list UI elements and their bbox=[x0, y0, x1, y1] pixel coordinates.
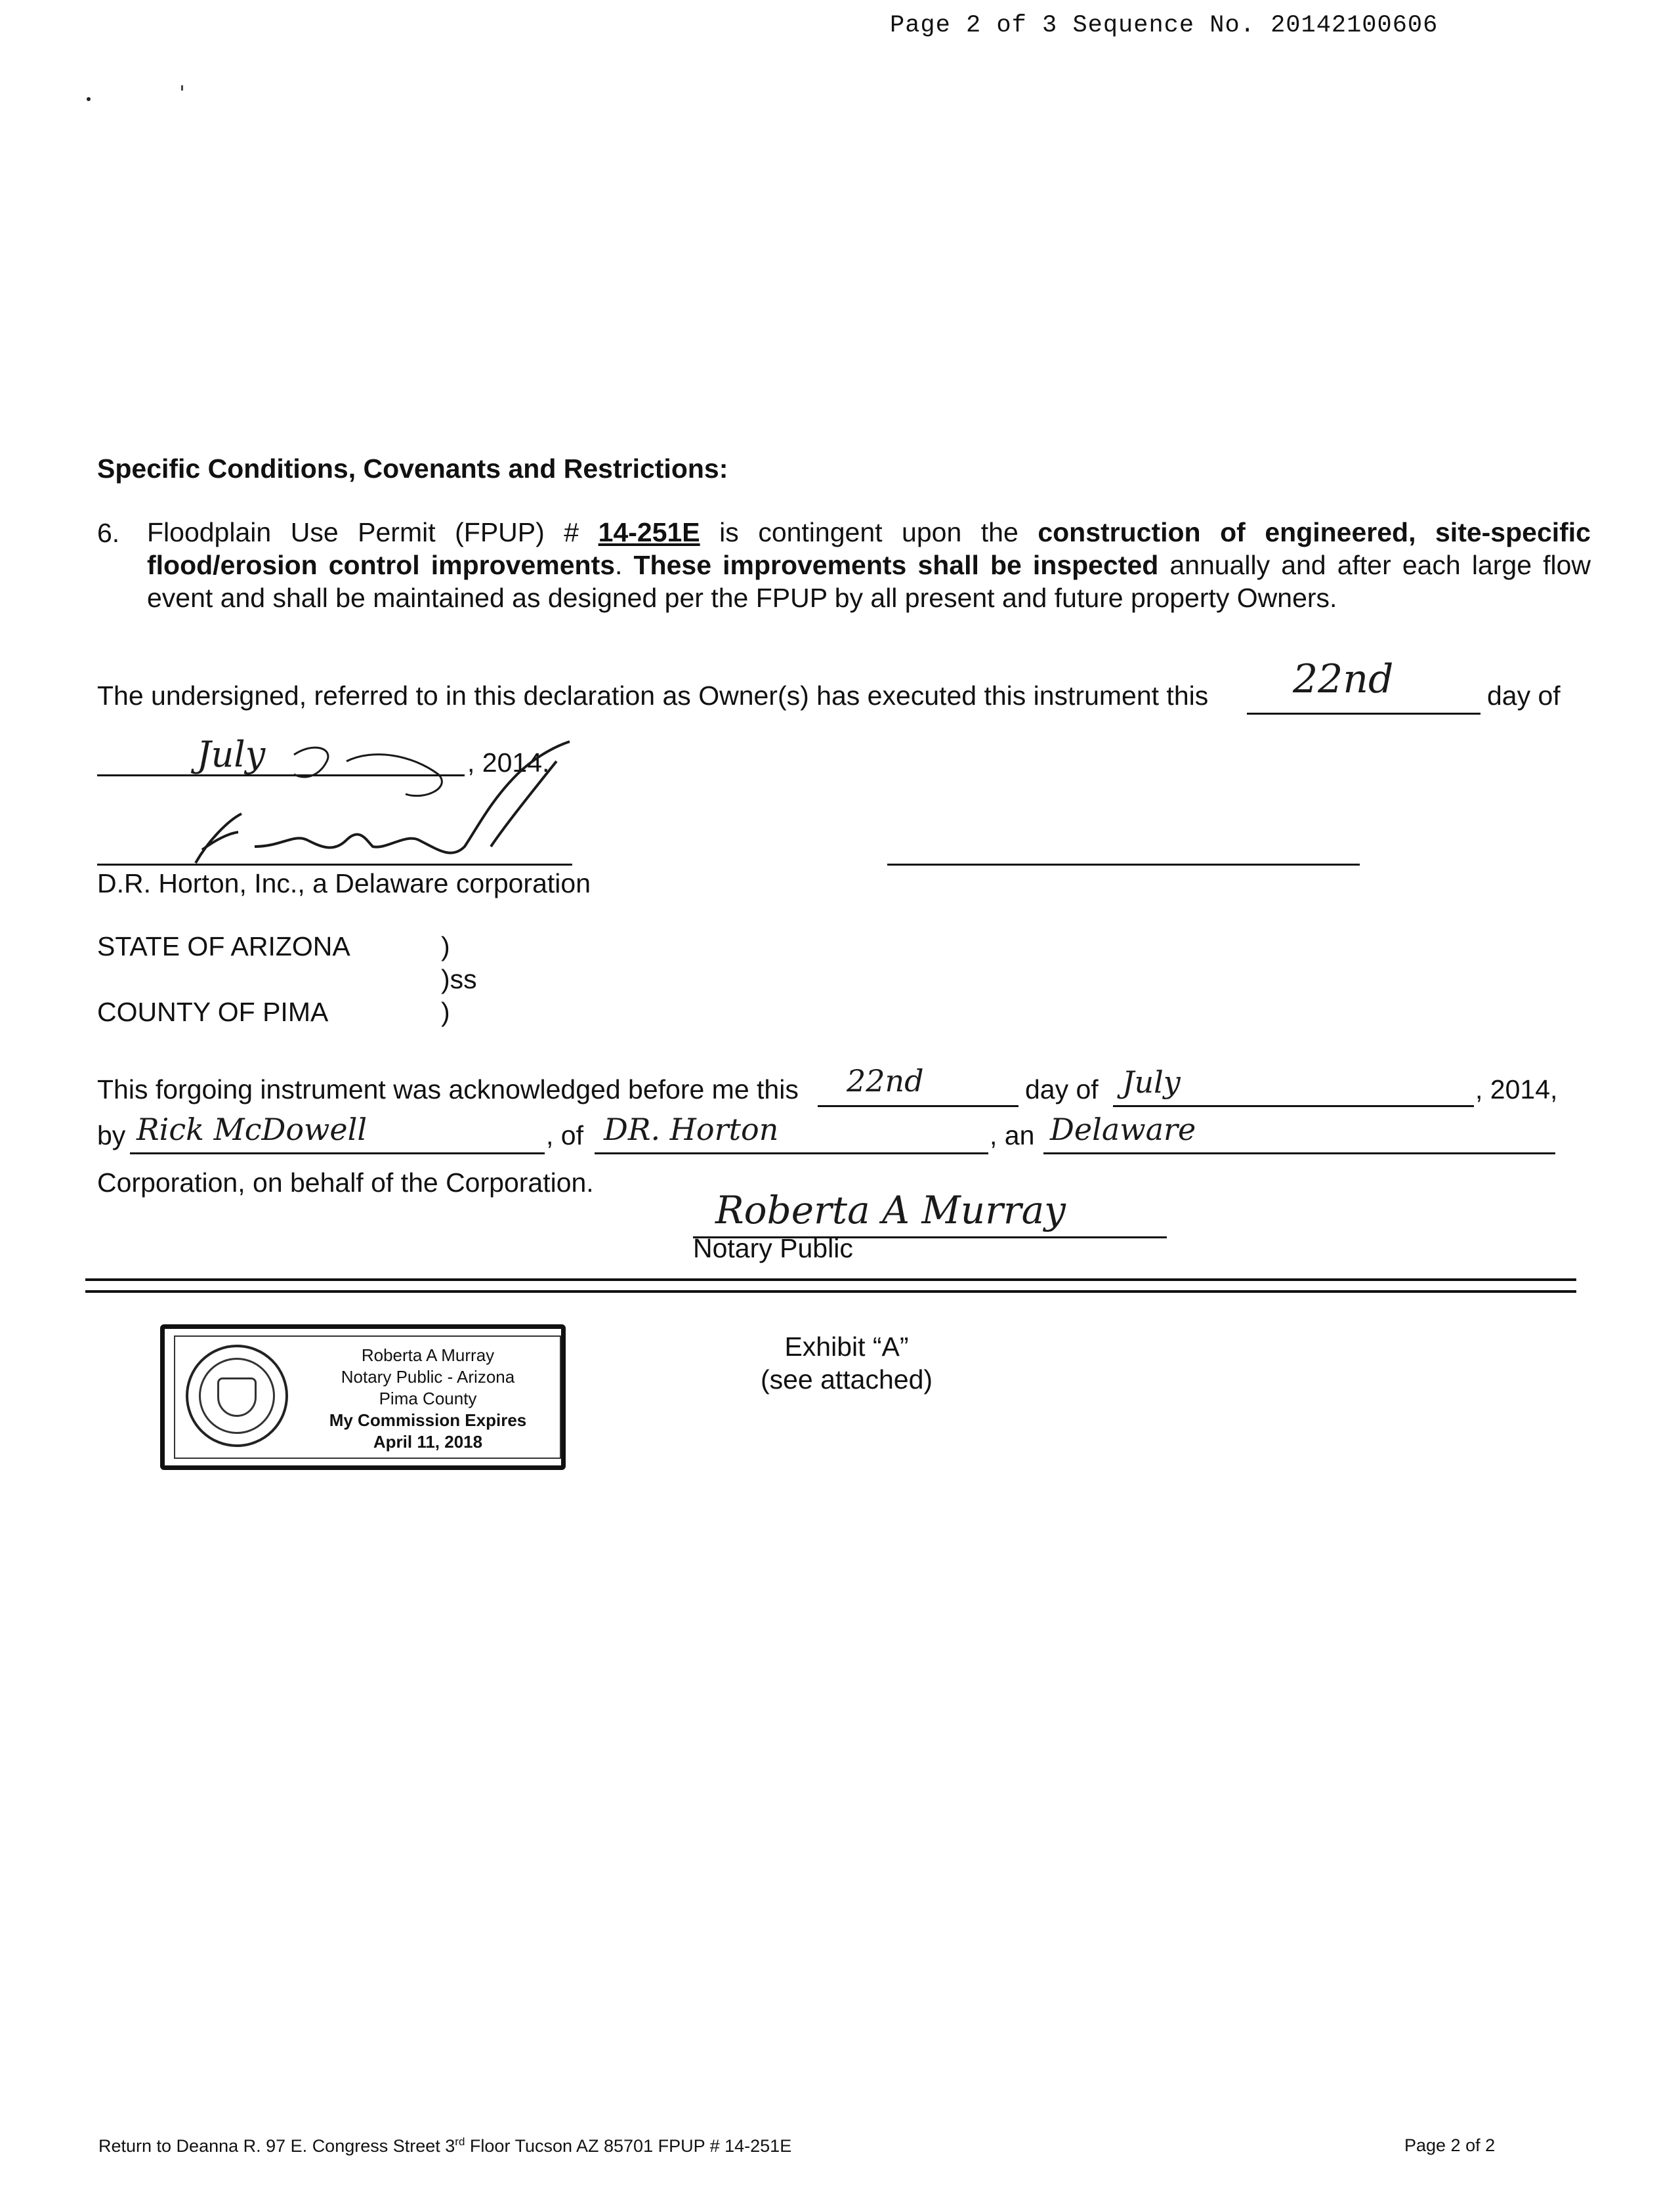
ack-name-handwritten: Rick McDowell bbox=[136, 1112, 368, 1147]
venue-ss: )ss bbox=[441, 964, 477, 994]
condition-text: is contingent upon the bbox=[700, 517, 1038, 547]
ack-of: , of bbox=[546, 1120, 583, 1150]
ack-state-line bbox=[1043, 1152, 1555, 1154]
scan-speck bbox=[181, 85, 183, 91]
ack-by: by bbox=[97, 1120, 126, 1150]
footer-return-to bbox=[98, 2135, 791, 2156]
venue-paren: ) bbox=[441, 931, 450, 961]
ack-day-line bbox=[818, 1105, 1018, 1107]
condition-bold-text: These improvements shall be inspected bbox=[633, 550, 1159, 580]
notary-label: Notary Public bbox=[693, 1233, 853, 1263]
section-divider bbox=[85, 1290, 1576, 1293]
ack-day-handwritten: 22nd bbox=[847, 1063, 924, 1099]
seal-shield-icon bbox=[217, 1377, 257, 1417]
owner-signature-line bbox=[97, 864, 572, 866]
ack-name-line bbox=[130, 1152, 545, 1154]
stamp-expires-date: April 11, 2018 bbox=[373, 1432, 483, 1452]
footer-permit: Floor Tucson AZ 85701 FPUP # 14-251E bbox=[465, 2136, 792, 2156]
ack-state-handwritten: Delaware bbox=[1050, 1112, 1196, 1147]
venue-state: STATE OF ARIZONA bbox=[97, 931, 350, 961]
section-heading: Specific Conditions, Covenants and Restrictions: bbox=[97, 453, 728, 484]
ack-month-handwritten: July bbox=[1122, 1064, 1181, 1100]
ack-day-of: day of bbox=[1025, 1074, 1099, 1104]
footer-superscript: rd bbox=[455, 2135, 465, 2148]
execution-day-handwritten: 22nd bbox=[1293, 656, 1394, 702]
ack-month-line bbox=[1113, 1105, 1474, 1107]
condition-text: Floodplain Use Permit (FPUP) # bbox=[147, 517, 598, 547]
permit-number: 14-251E bbox=[598, 517, 700, 547]
ack-company-line bbox=[595, 1152, 988, 1154]
footer-address: Return to Deanna R. 97 E. Congress Street 3 bbox=[98, 2136, 455, 2156]
ack-an: , an bbox=[990, 1120, 1035, 1150]
footer-page-number: Page 2 of 2 bbox=[1404, 2135, 1496, 2155]
section-divider bbox=[85, 1278, 1576, 1281]
stamp-expires-label: My Commission Expires bbox=[329, 1410, 527, 1430]
stamp-county: Pima County bbox=[379, 1389, 477, 1408]
ack-lead: This forgoing instrument was acknowledged before me this bbox=[97, 1074, 799, 1104]
execution-month-handwritten: July bbox=[197, 734, 266, 775]
owner-name: D.R. Horton, Inc., a Delaware corporation bbox=[97, 868, 591, 898]
execution-day-of: day of bbox=[1487, 681, 1561, 711]
notary-stamp bbox=[160, 1324, 566, 1470]
condition-text: annually and after each large flow event and shall be maintained as designed per the FPUP by all present and future property Owners. bbox=[147, 550, 1591, 613]
state-seal-icon bbox=[186, 1345, 288, 1447]
notary-signature: Roberta A Murray bbox=[715, 1188, 1066, 1232]
stamp-title: Notary Public - Arizona bbox=[341, 1367, 515, 1387]
ack-year: , 2014, bbox=[1475, 1074, 1558, 1104]
scan-speck bbox=[87, 97, 91, 101]
stamp-name: Roberta A Murray bbox=[361, 1345, 495, 1365]
exhibit-title: Exhibit “A” bbox=[784, 1332, 909, 1362]
venue-paren: ) bbox=[441, 997, 450, 1027]
condition-bold-text: construction of engineered, site-specific flood/erosion control improvements bbox=[147, 517, 1591, 580]
recording-header: Page 2 of 3 Sequence No. 20142100606 bbox=[890, 12, 1438, 39]
condition-6-paragraph bbox=[147, 516, 1591, 614]
condition-number: 6. bbox=[97, 518, 120, 548]
execution-year: , 2014. bbox=[467, 747, 550, 778]
ack-corporation-line: Corporation, on behalf of the Corporation. bbox=[97, 1167, 594, 1198]
condition-text: . bbox=[615, 550, 634, 580]
venue-county: COUNTY OF PIMA bbox=[97, 997, 329, 1027]
exhibit-note: (see attached) bbox=[760, 1364, 933, 1395]
ack-company-handwritten: DR. Horton bbox=[604, 1112, 779, 1147]
execution-lead: The undersigned, referred to in this declaration as Owner(s) has executed this instrument this bbox=[97, 681, 1209, 711]
owner-signature bbox=[97, 735, 609, 879]
second-signature-line bbox=[887, 864, 1360, 866]
execution-day-line bbox=[1247, 713, 1480, 715]
